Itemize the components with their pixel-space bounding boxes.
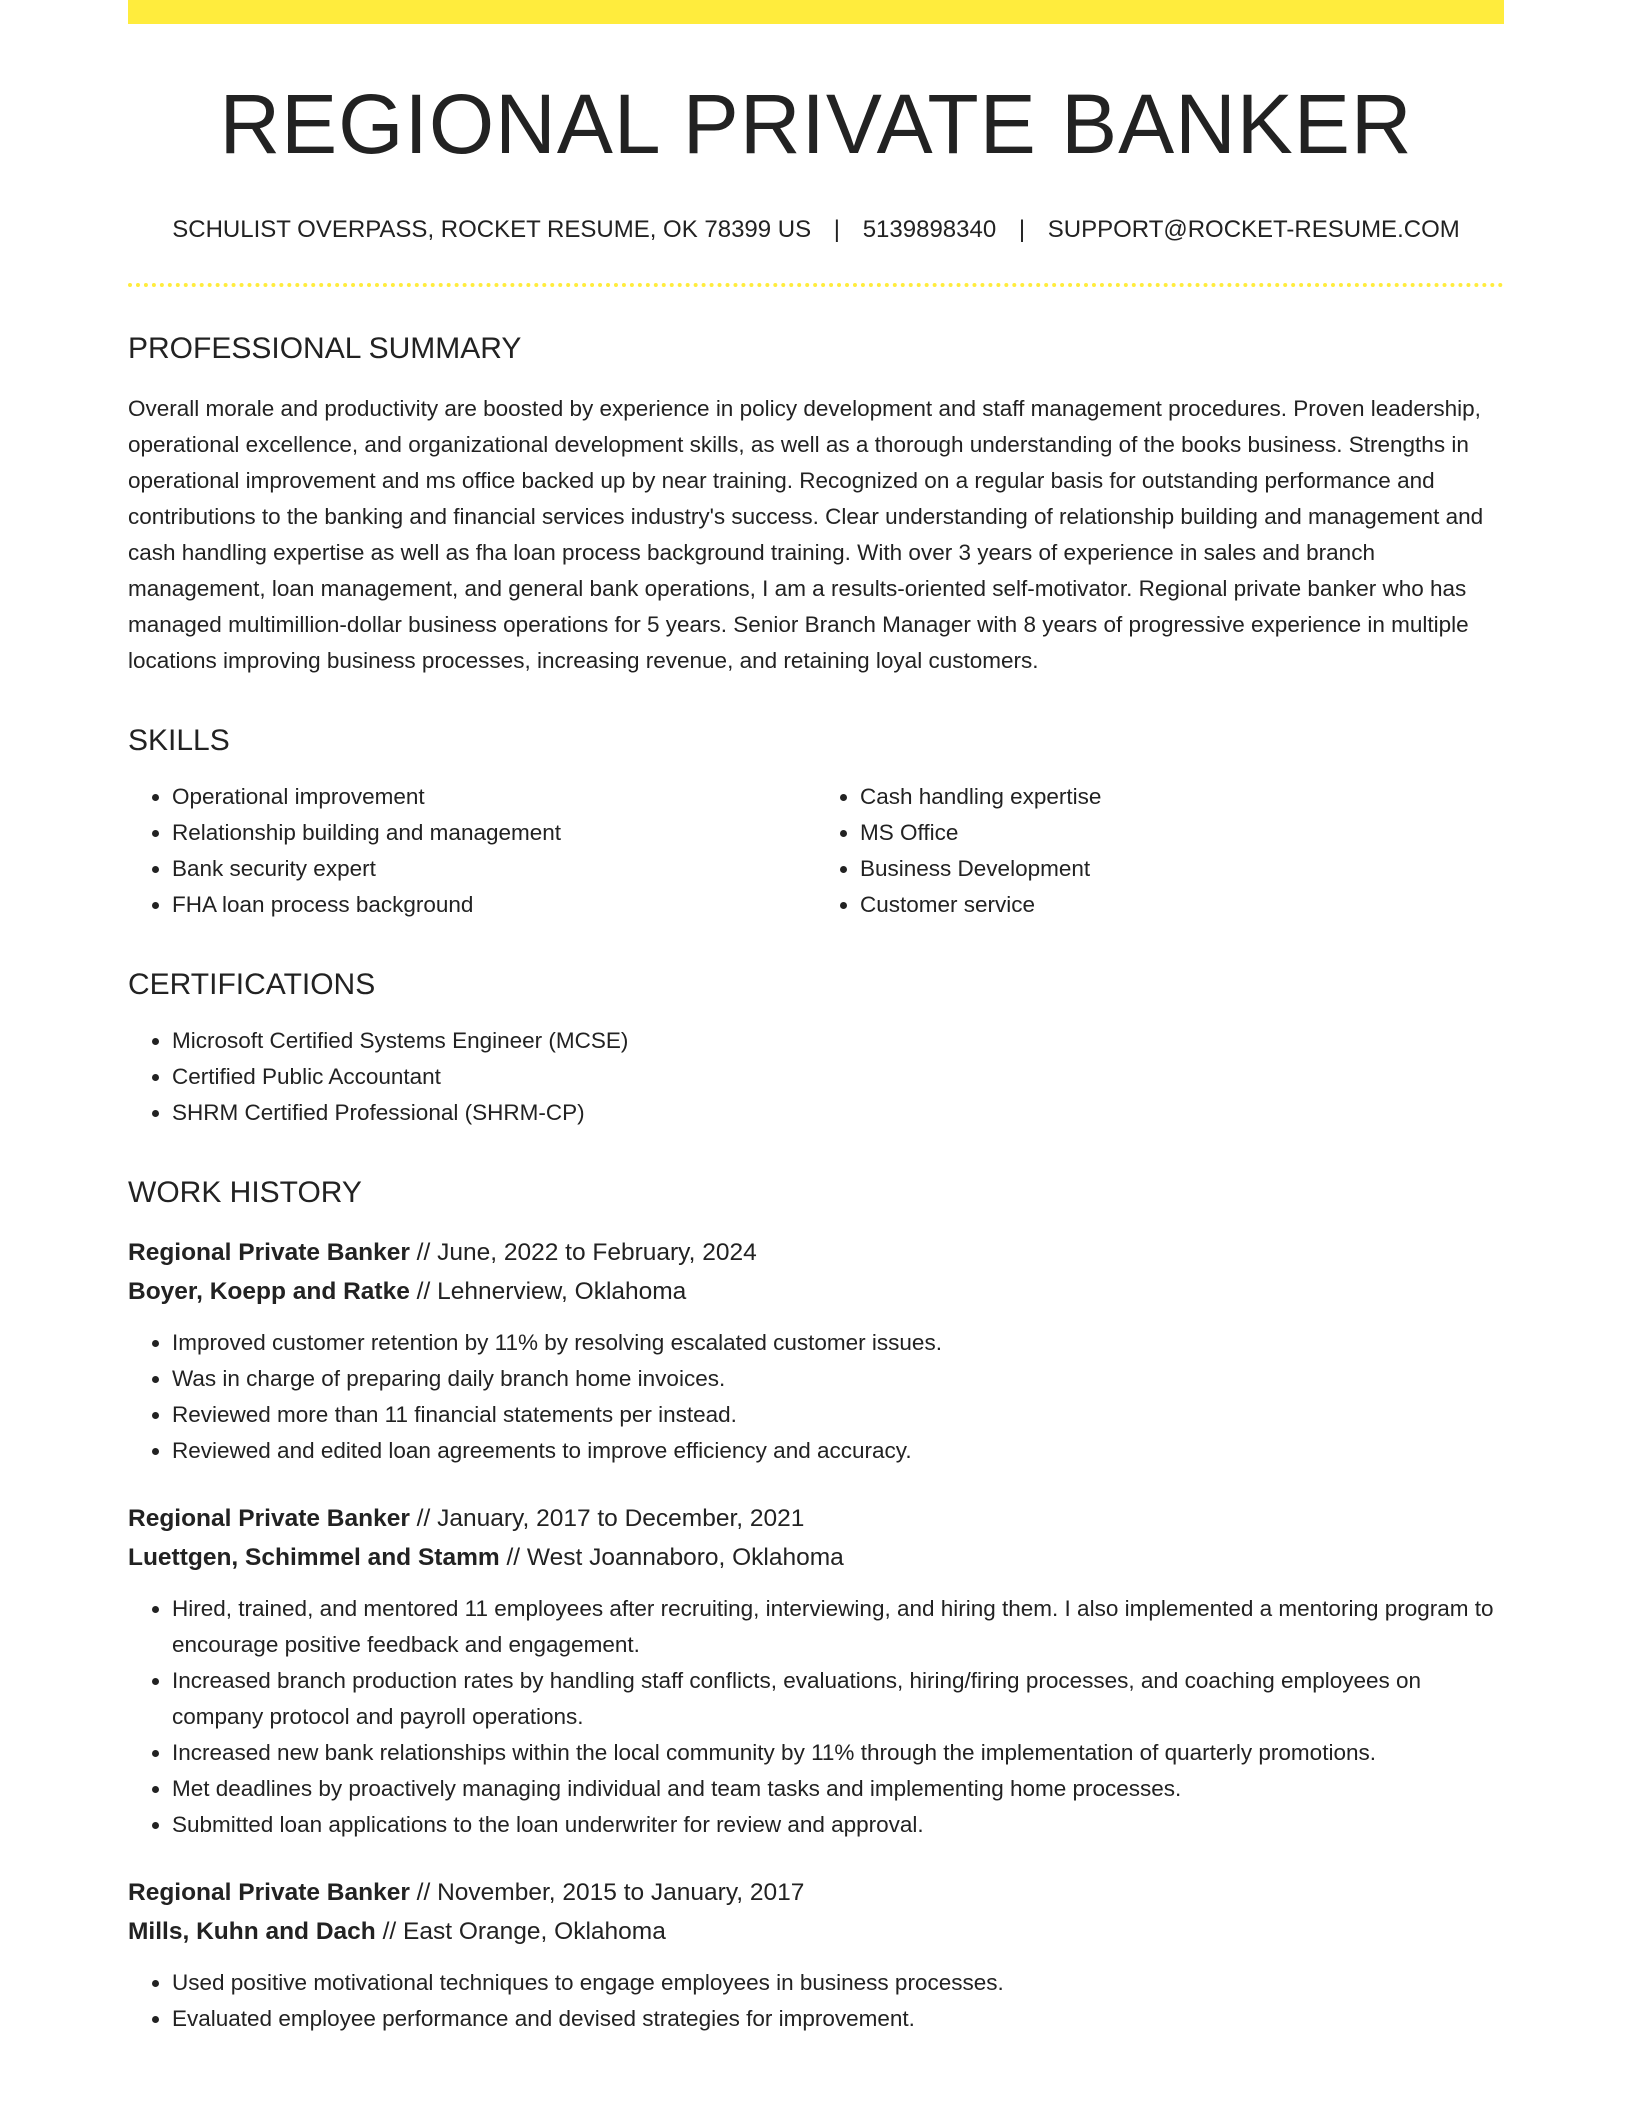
summary-heading: PROFESSIONAL SUMMARY — [128, 331, 522, 365]
contact-line — [128, 216, 1504, 245]
skill-item: • Cash handling expertise — [860, 779, 1504, 815]
contact-separator: | — [1018, 216, 1026, 243]
contact-separator: | — [833, 216, 841, 243]
skills-list — [128, 779, 1504, 923]
certification-item: • Microsoft Certified Systems Engineer (MCSE) — [172, 1023, 1504, 1059]
job-divider: // — [506, 1543, 521, 1571]
skill-item: • MS Office — [860, 815, 1504, 851]
job-bullets — [128, 1325, 1504, 1469]
job-location: East Orange, Oklahoma — [403, 1917, 666, 1945]
job-company: Luettgen, Schimmel and Stamm — [128, 1543, 500, 1571]
job-title-line — [128, 1873, 1504, 1912]
job-bullet: • Reviewed and edited loan agreements to improve efficiency and accuracy. — [172, 1433, 1504, 1469]
accent-bar — [128, 0, 1504, 24]
job-divider: // — [416, 1504, 431, 1532]
certification-item: • SHRM Certified Professional (SHRM-CP) — [172, 1095, 1504, 1131]
job-company: Mills, Kuhn and Dach — [128, 1917, 376, 1945]
job-title: Regional Private Banker — [128, 1878, 410, 1906]
contact-email: SUPPORT@ROCKET-RESUME.COM — [1047, 216, 1460, 243]
job-entry — [128, 1873, 1504, 2037]
header-divider — [128, 283, 1504, 287]
job-location: West Joannaboro, Oklahoma — [526, 1543, 844, 1571]
job-divider: // — [416, 1277, 431, 1305]
job-bullet: • Submitted loan applications to the loan underwriter for review and approval. — [172, 1807, 1504, 1843]
certifications-heading: CERTIFICATIONS — [128, 967, 376, 1001]
job-title-line — [128, 1499, 1504, 1538]
job-company-line — [128, 1272, 1504, 1311]
contact-phone: 5139898340 — [862, 216, 997, 243]
job-bullet: • Reviewed more than 11 financial statements per instead. — [172, 1397, 1504, 1433]
skill-item: • FHA loan process background — [172, 887, 816, 923]
skill-item: • Customer service — [860, 887, 1504, 923]
job-bullet: • Evaluated employee performance and devised strategies for improvement. — [172, 2001, 1504, 2037]
job-bullet: • Improved customer retention by 11% by resolving escalated customer issues. — [172, 1325, 1504, 1361]
job-title-line — [128, 1233, 1504, 1272]
job-divider: // — [382, 1917, 397, 1945]
job-bullet: • Used positive motivational techniques to engage employees in business processes. — [172, 1965, 1504, 2001]
skill-item: • Operational improvement — [172, 779, 816, 815]
resume-title: REGIONAL PRIVATE BANKER — [219, 77, 1413, 171]
job-bullet: • Was in charge of preparing daily branch home invoices. — [172, 1361, 1504, 1397]
job-bullets — [128, 1965, 1504, 2037]
job-company-line — [128, 1538, 1504, 1577]
job-company: Boyer, Koepp and Ratke — [128, 1277, 410, 1305]
job-entry — [128, 1233, 1504, 1469]
job-bullet: • Hired, trained, and mentored 11 employees after recruiting, interviewing, and hiring them. I also implemented a mentoring program to encourage positive feedback and engagement. — [172, 1591, 1504, 1663]
work-history-heading: WORK HISTORY — [128, 1175, 362, 1209]
job-divider: // — [416, 1238, 431, 1266]
job-bullet: • Increased new bank relationships within the local community by 11% through the implementation of quarterly promotions. — [172, 1735, 1504, 1771]
job-divider: // — [416, 1878, 431, 1906]
job-title: Regional Private Banker — [128, 1238, 410, 1266]
certifications-list — [128, 1023, 1504, 1131]
job-entry — [128, 1499, 1504, 1843]
job-dates: January, 2017 to December, 2021 — [437, 1504, 805, 1532]
resume-page — [128, 0, 1504, 2037]
job-location: Lehnerview, Oklahoma — [437, 1277, 687, 1305]
summary-text: Overall morale and productivity are boosted by experience in policy development and staff management procedures. Proven leadership, operational excellence, and organizational development skills, as well as a thorough understanding of the books business. Strengths in operational improvement and ms office backed up by near training. Recognized on a regular basis for outstanding performance and contributions to the banking and financial services industry's success. Clear understanding of relationship building and management and cash handling expertise as well as fha loan process background training. With over 3 years of experience in sales and branch management, loan management, and general bank operations, I am a results-oriented self-motivator. Regional private banker who has managed multimillion-dollar business operations for 5 years. Senior Branch Manager with 8 years of progressive experience in multiple locations improving business processes, increasing revenue, and retaining loyal customers. — [128, 395, 1484, 673]
job-company-line — [128, 1912, 1504, 1951]
job-bullet: • Increased branch production rates by handling staff conflicts, evaluations, hiring/firing processes, and coaching employees on company protocol and payroll operations. — [172, 1663, 1504, 1735]
certification-item: • Certified Public Accountant — [172, 1059, 1504, 1095]
job-bullets — [128, 1591, 1504, 1843]
job-title: Regional Private Banker — [128, 1504, 410, 1532]
skill-item: • Bank security expert — [172, 851, 816, 887]
skill-item: • Business Development — [860, 851, 1504, 887]
contact-address: SCHULIST OVERPASS, ROCKET RESUME, OK 78399 US — [172, 216, 812, 243]
skill-item: • Relationship building and management — [172, 815, 816, 851]
job-bullet: • Met deadlines by proactively managing individual and team tasks and implementing home processes. — [172, 1771, 1504, 1807]
job-dates: June, 2022 to February, 2024 — [437, 1238, 757, 1266]
skills-heading: SKILLS — [128, 723, 230, 757]
job-dates: November, 2015 to January, 2017 — [437, 1878, 805, 1906]
